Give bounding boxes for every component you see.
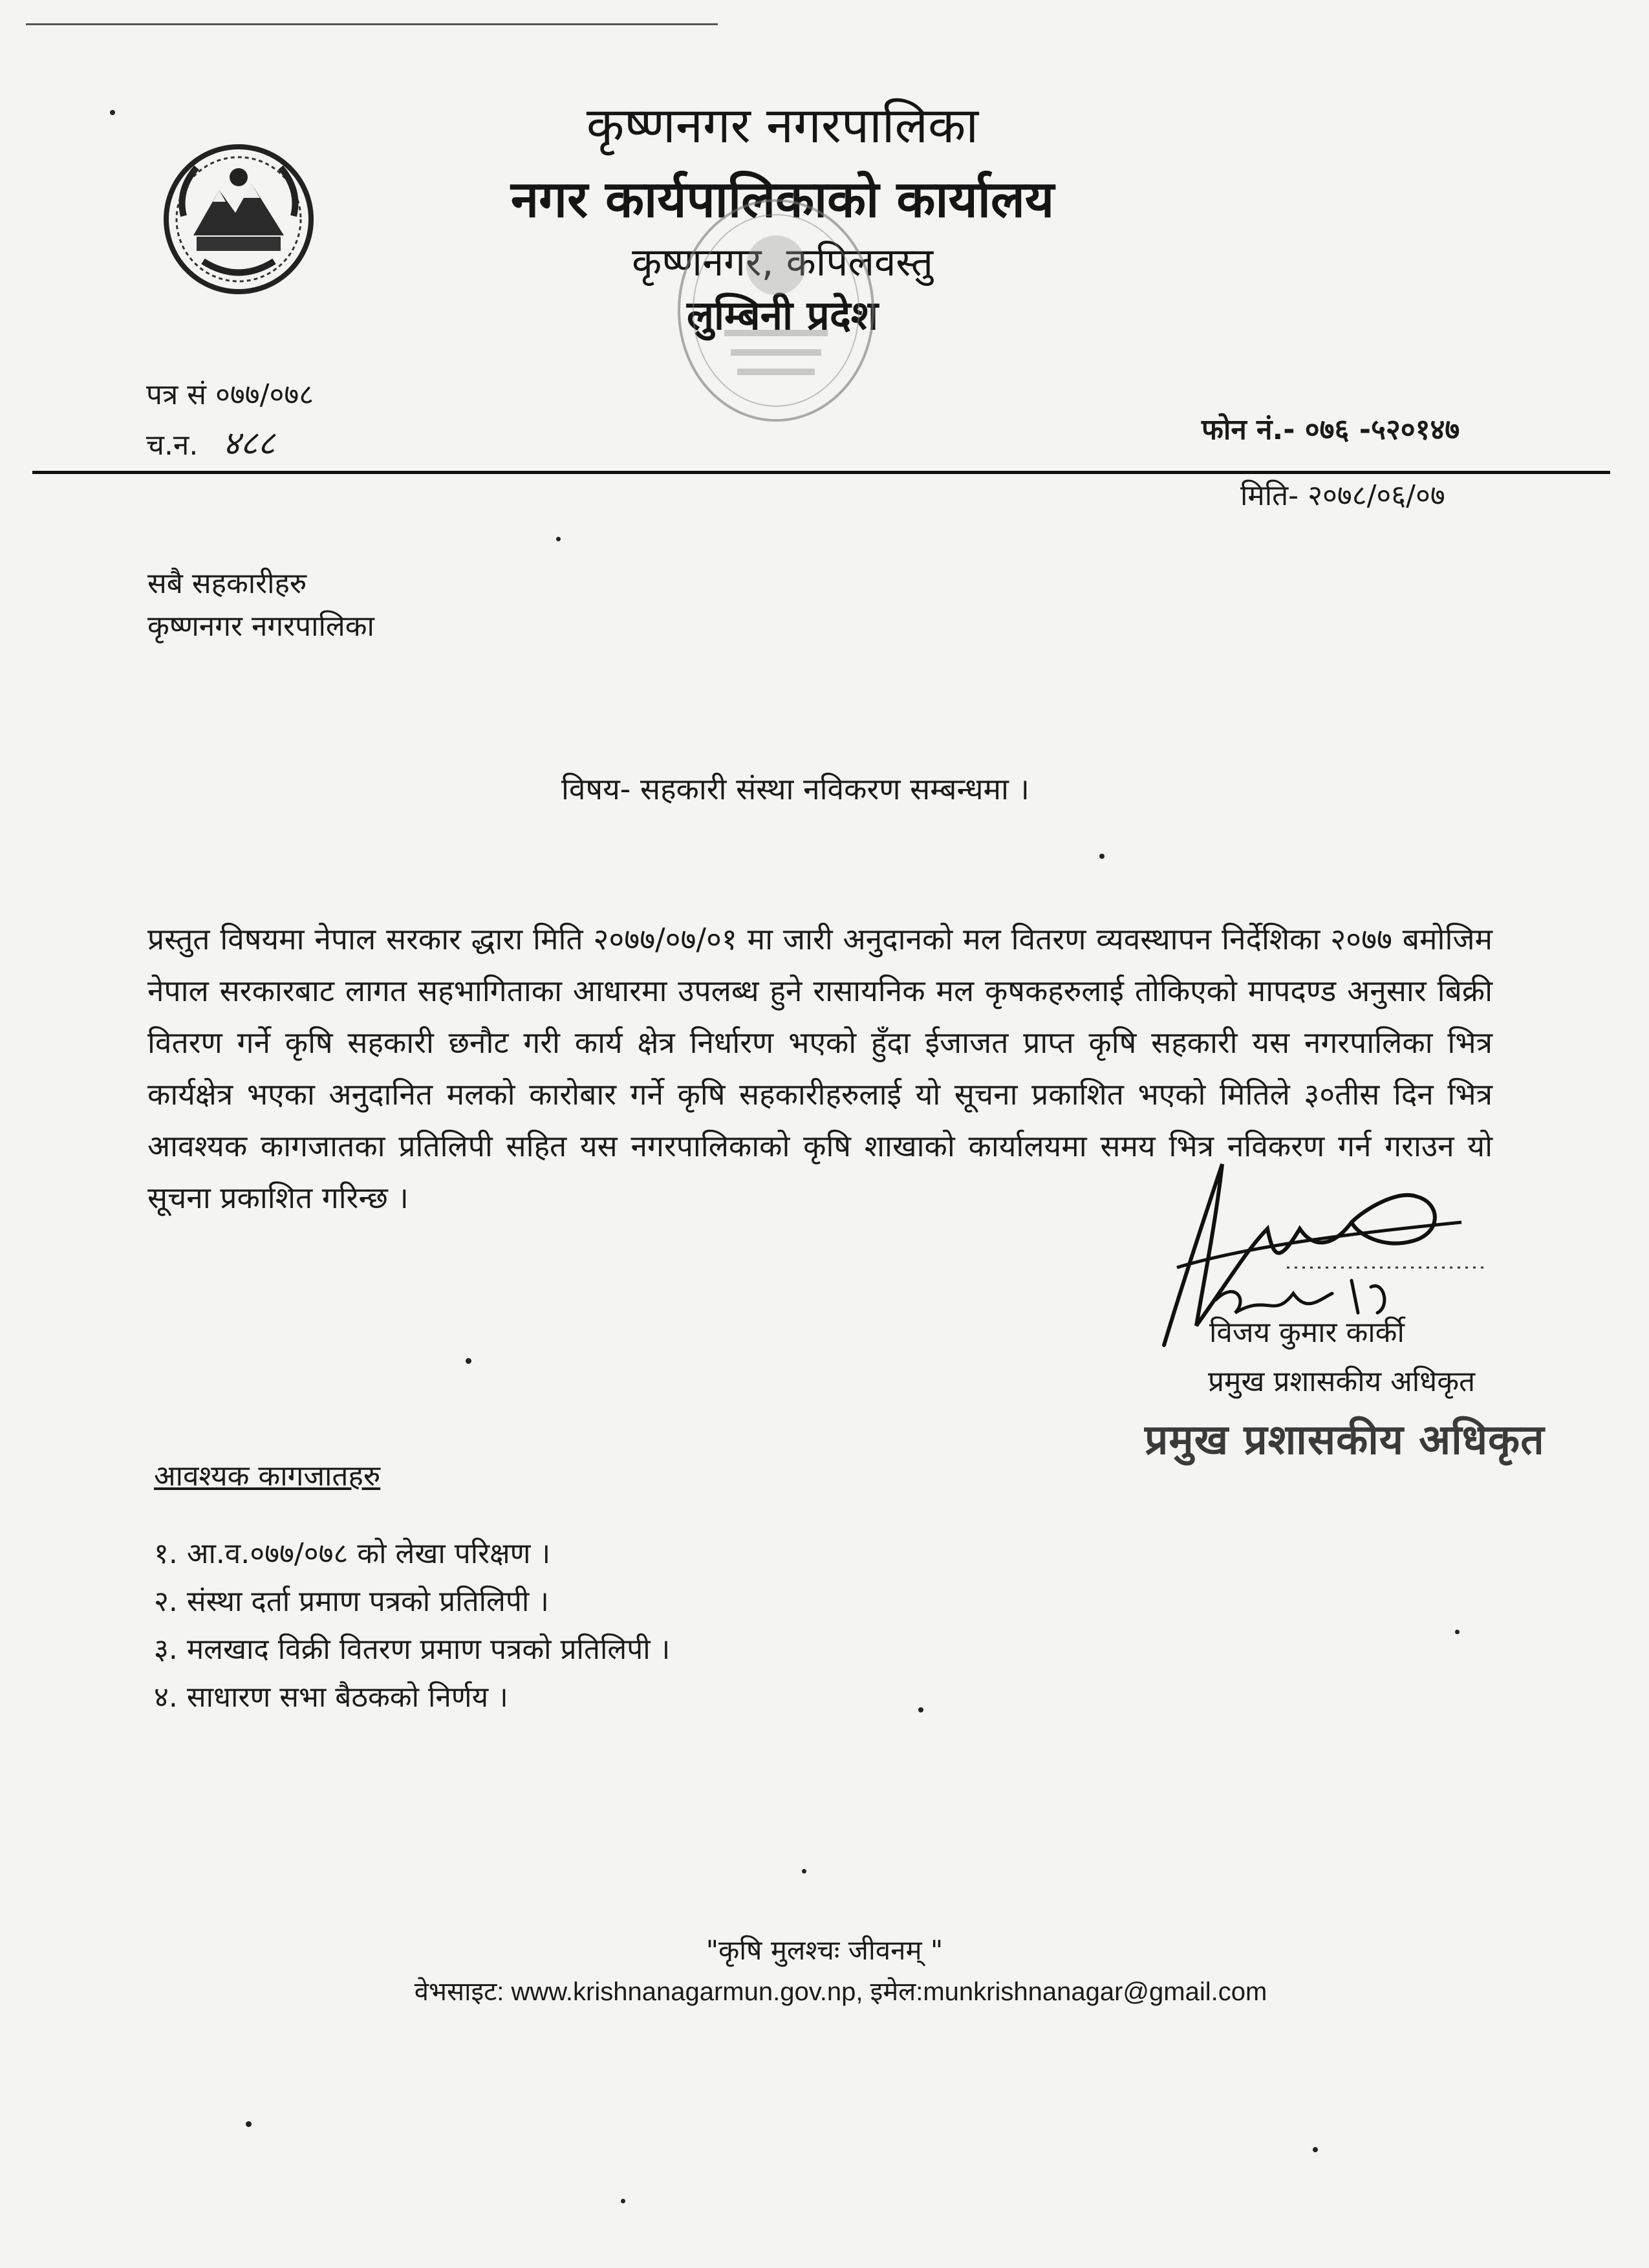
office-location: कृष्णनगर, कपिलवस्तु — [632, 240, 933, 285]
dispatch-number-value: ४८८ — [222, 424, 275, 463]
footer-motto: "कृषि मुलश्चः जीवनम् " — [706, 1934, 943, 1966]
scan-speck — [802, 1869, 806, 1874]
header-divider — [32, 471, 1610, 474]
scan-speck — [1313, 2147, 1318, 2152]
letter-body: प्रस्तुत विषयमा नेपाल सरकार द्धारा मिति २०७७/०७/०१ मा जारी अनुदानको मल वितरण व्यवस्थापन निर्देशिका २०७७ बमोजिम नेपाल सरकारबाट लागत सहभागिताका आधारमा उपलब्ध हुने रासायनिक मल कृषकहरुलाई तोकिएको मापदण्ड अनुसार बिक्री वितरण गर्ने कृषि सहकारी छनौट गरी कार्य क्षेत्र निर्धारण भएको हुँदा ईजाजत प्राप्त कृषि सहकारी यस नगरपालिका भित्र कार्यक्षेत्र भएका अनुदानित मलको कारोबार गर्ने कृषि सहकारीहरुलाई यो सूचना प्रकाशित भएको मितिले ३०तीस दिन भित्र आवश्यक कागजातका प्रतिलिपी सहित यस नगरपालिकाको कृषि शाखाको कार्यालयमा समय भित्र नविकरण गर्न गराउन यो सूचना प्रकाशित गरिन्छ । — [147, 922, 1493, 1215]
list-item: २. संस्था दर्ता प्रमाण पत्रको प्रतिलिपी । — [154, 1585, 549, 1618]
phone-label: फोन नं.- — [1202, 413, 1295, 446]
scan-speck — [918, 1707, 923, 1712]
date-label: मिति- — [1240, 479, 1299, 512]
scan-speck — [556, 537, 561, 541]
footer-contact: वेभसाइट: www.krishnanagarmun.gov.np, इमेल:munkrishnanagar@gmail.com — [414, 1978, 1267, 2006]
scan-speck — [246, 2121, 252, 2127]
dispatch-number — [146, 419, 275, 465]
required-documents-list — [154, 1530, 670, 1722]
list-item: १. आ.व.०७७/०७८ को लेखा परिक्षण । — [154, 1537, 551, 1570]
designation-seal: प्रमुख प्रशासकीय अधिकृत — [1145, 1416, 1545, 1464]
scan-speck — [621, 2199, 625, 2203]
office-name: नगर कार्यपालिकाको कार्यालय — [510, 171, 1055, 229]
addressee-line-1: सबै सहकारीहरु — [147, 567, 307, 600]
scan-speck — [466, 1358, 471, 1364]
top-edge-line — [26, 23, 718, 25]
scan-speck — [1099, 854, 1105, 859]
municipality-name: कृष्णनगर नगरपालिका — [586, 96, 979, 154]
phone-number — [1202, 409, 1460, 448]
date-value: २०७८/०६/०७ — [1308, 479, 1445, 512]
letter-number-value: ०७७/०७८ — [215, 378, 314, 411]
required-documents-title: आवश्यक कागजातहरु — [154, 1460, 381, 1493]
phone-value: ०७६ -५२०१४७ — [1304, 413, 1460, 446]
addressee — [147, 563, 374, 648]
office-stamp-icon — [673, 194, 879, 427]
letter-date — [1240, 475, 1445, 513]
scan-speck — [1455, 1630, 1460, 1634]
letter-number — [146, 374, 314, 413]
addressee-line-2: कृष्णनगर नगरपालिका — [147, 610, 374, 643]
signatory-name: विजय कुमार कार्की — [1209, 1316, 1405, 1349]
scan-speck — [110, 110, 115, 115]
dispatch-number-label: च.न. — [146, 429, 199, 462]
letter-subject: विषय- सहकारी संस्था नविकरण सम्बन्धमा । — [561, 772, 1029, 806]
signatory-title: प्रमुख प्रशासकीय अधिकृत — [1208, 1365, 1476, 1398]
letter-number-label: पत्र सं — [146, 378, 207, 411]
list-item: ३. मलखाद विक्री वितरण प्रमाण पत्रको प्रतिलिपी । — [154, 1633, 671, 1666]
province-name: लुम्बिनी प्रदेश — [686, 292, 879, 339]
nepal-emblem-icon — [158, 138, 319, 300]
list-item: ४. साधारण सभा बैठकको निर्णय । — [154, 1681, 508, 1714]
